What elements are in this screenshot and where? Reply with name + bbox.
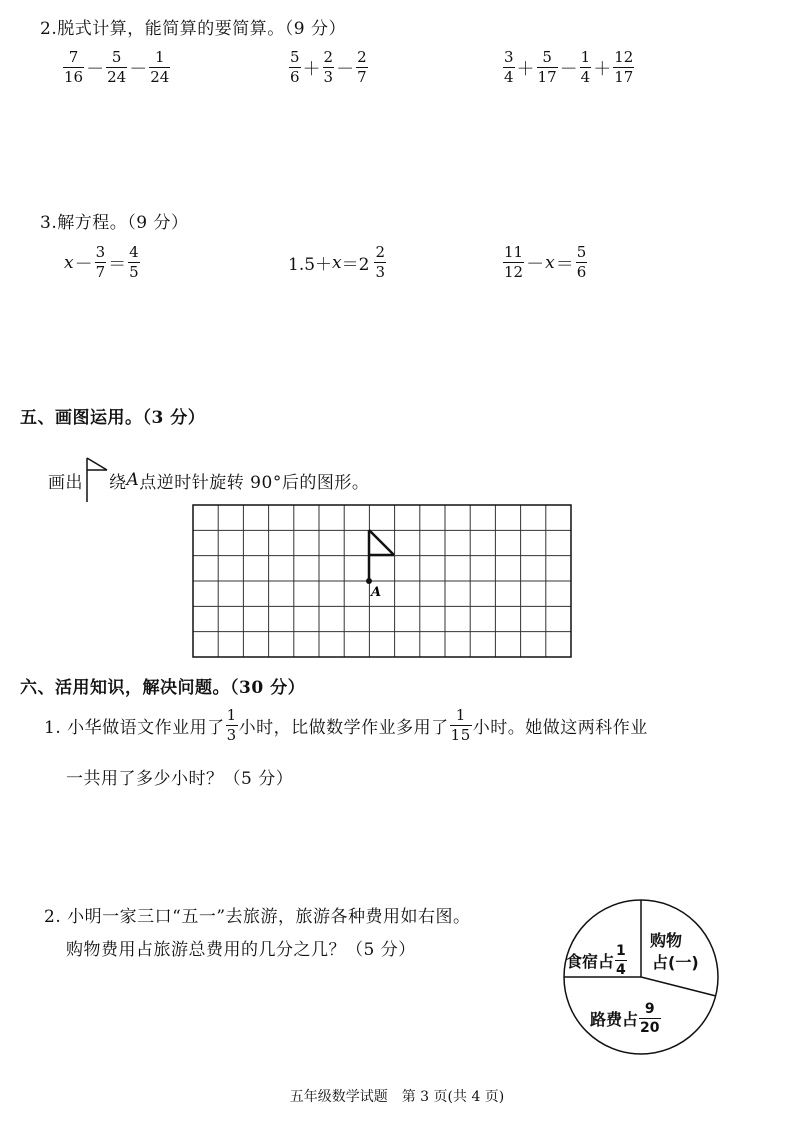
problem-2-line-1: 2. 小明一家三口“五一”去旅游，旅游各种费用如右图。 <box>44 907 471 927</box>
fraction: $\frac{2}{7}$ <box>357 48 367 86</box>
section-6-heading: 六、活用知识，解决问题。（30 分） <box>20 678 306 698</box>
fraction: $\frac{5}{24}$ <box>107 48 127 86</box>
fraction: $\frac{5}{6}$ <box>290 48 300 86</box>
fraction: $\frac{11}{12}$ <box>504 243 524 281</box>
page-footer: 五年级数学试题 第 3 页(共 4 页) <box>289 1089 505 1105</box>
pie-label-food: 食宿占 $\frac{1}{4}$ <box>566 943 626 978</box>
flag-diagonal <box>369 530 394 555</box>
fraction: $\frac{5}{6}$ <box>576 243 587 281</box>
fraction: $\frac{3}{7}$ <box>95 243 106 281</box>
q3-equation-2: 1.5＋ x ＝2 $\frac{2}{3}$ <box>288 243 386 281</box>
q3-equation-1: x － $\frac{3}{7}$ ＝ $\frac{4}{5}$ <box>64 243 139 281</box>
q2-title: 2.脱式计算，能简算的要简算。（9 分） <box>40 19 346 39</box>
fraction: $\frac{5}{17}$ <box>537 48 557 86</box>
flag-shape-icon <box>83 456 109 504</box>
fraction: $\frac{2}{3}$ <box>375 243 386 281</box>
pie-label-shopping-1: 购物 <box>650 931 683 950</box>
problem-1-line-2: 一共用了多少小时？（5 分） <box>66 769 294 789</box>
fraction: $\frac{1}{24}$ <box>150 48 170 86</box>
fraction: $\frac{12}{17}$ <box>614 48 634 86</box>
q2-expression-2: $\frac{5}{6}$ ＋ $\frac{2}{3}$ － $\frac{2}{7}$ <box>290 48 367 86</box>
section-5-heading: 五、画图运用。（3 分） <box>20 408 206 428</box>
point-a-dot <box>366 578 372 584</box>
problem-2-line-2: 购物费用占旅游总费用的几分之几？（5 分） <box>66 940 416 960</box>
fraction: $\frac{1}{3}$ <box>226 706 237 744</box>
q3-equation-3: $\frac{11}{12}$ － x ＝ $\frac{5}{6}$ <box>504 243 587 281</box>
point-a-label: A <box>371 585 382 600</box>
fraction: $\frac{1}{4}$ <box>616 943 626 978</box>
pie-label-travel: 路费占 $\frac{9}{20}$ <box>590 1001 660 1036</box>
q2-expression-1: $\frac{7}{16}$ － $\frac{5}{24}$ － $\frac{1}{24}$ <box>64 48 170 86</box>
fraction: $\frac{3}{4}$ <box>504 48 514 86</box>
pie-divider-right <box>641 977 716 996</box>
drawing-grid[interactable] <box>192 504 574 660</box>
cost-pie-chart <box>562 898 720 1056</box>
pie-label-shopping-2: 占(一) <box>652 953 699 972</box>
fraction: $\frac{7}{16}$ <box>64 48 84 86</box>
section-5-prompt: 画出 绕 A 点逆时针旋转 90°后的图形。 <box>48 456 369 504</box>
q3-title: 3.解方程。（9 分） <box>40 213 189 233</box>
fraction: $\frac{4}{5}$ <box>129 243 139 281</box>
fraction: $\frac{1}{15}$ <box>450 706 471 744</box>
q2-expression-3: $\frac{3}{4}$ ＋ $\frac{5}{17}$ － $\frac{1}{4}$ ＋ $\frac{12}{17}$ <box>504 48 634 86</box>
fraction: $\frac{9}{20}$ <box>640 1001 660 1036</box>
problem-1-line-1: 1. 小华做语文作业用了 $\frac{1}{3}$ 小时，比做数学作业多用了 $\frac{1}{15}$ 小时。她做这两科作业 <box>44 706 648 744</box>
fraction: $\frac{1}{4}$ <box>580 48 591 86</box>
fraction: $\frac{2}{3}$ <box>323 48 334 86</box>
